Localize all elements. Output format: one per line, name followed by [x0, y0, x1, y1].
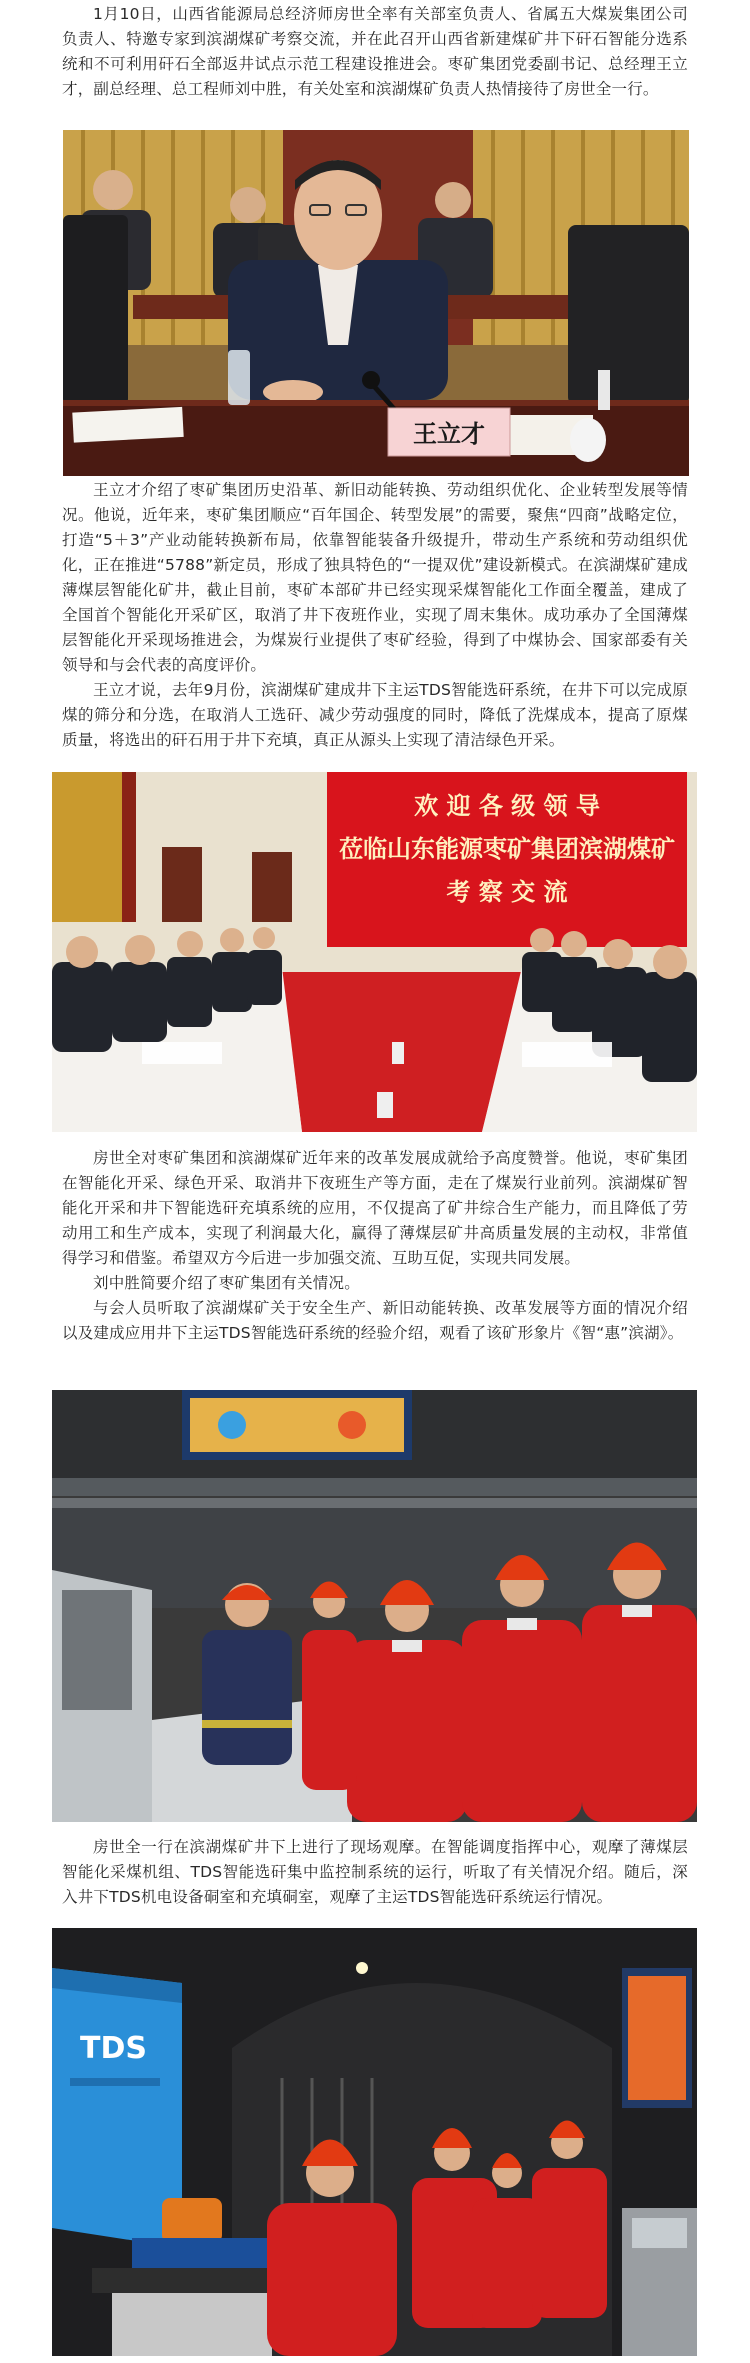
paragraph-text: 房世全一行在滨湖煤矿井下上进行了现场观摩。在智能调度指挥中心，观摩了薄煤层智能化采煤机组、TDS智能选矸集中监控制系统的运行，听取了有关情况介绍。随后，深入井下TDS机电设备硐室和充填硐室，观摩了主运TDS智能选矸系统运行情况。: [62, 1838, 688, 1906]
photo-conference-room: [52, 772, 697, 1132]
paragraph-text: 王立才介绍了枣矿集团历史沿革、新旧动能转换、劳动组织优化、企业转型发展等情况。他说，近年来，枣矿集团顺应“百年国企、转型发展”的需要，聚焦“四商”战略定位，打造“5＋3”产业动能转换新布局，依靠智能装备升级提升，带动生产系统和劳动组织优化，正在推进“5788”新定员，形成了独具特色的“一提双优”建设新模式。在滨湖煤矿建成薄煤层智能化矿井，截止目前，枣矿本部矿井已经实现采煤智能化工作面全覆盖，建成了全国首个智能化开采矿区，取消了井下夜班作业，实现了周末集休。成功承办了全国薄煤层智能化开采现场推进会，为煤炭行业提供了枣矿经验，得到了中煤协会、国家部委有关领导和与会代表的高度评价。: [62, 481, 688, 674]
meeting-speaker-image: [63, 130, 689, 476]
banner-line-3: 考 察 交 流: [446, 877, 568, 906]
conference-room-image: [52, 772, 697, 1132]
paragraph-text: 1月10日，山西省能源局总经济师房世全率有关部室负责人、省属五大煤炭集团公司负责人、特邀专家到滨湖煤矿考察交流，并在此召开山西省新建煤矿井下矸石智能分选系统和不可利用矸石全部返井试点示范工程建设推进会。枣矿集团党委副书记、总经理王立才，副总经理、总工程师刘中胜，有关处室和滨湖煤矿负责人热情接待了房世全一行。: [62, 5, 688, 98]
tds-machine-label: TDS: [80, 2031, 147, 2066]
photo-meeting-speaker: [63, 130, 689, 476]
control-center-image: [52, 1390, 697, 1822]
article-paragraph-1: [0, 2, 750, 102]
article-paragraph-4: [0, 1146, 750, 1346]
photo-control-center: [52, 1390, 697, 1822]
photo-tds-machine: [52, 1928, 697, 2356]
paragraph-text: 刘中胜简要介绍了枣矿集团有关情况。: [93, 1274, 360, 1292]
article-paragraph-7: [0, 1835, 750, 1910]
paragraph-text: 与会人员听取了滨湖煤矿关于安全生产、新旧动能转换、改革发展等方面的情况介绍以及建成应用井下主运TDS智能选矸系统的经验介绍，观看了该矿形象片《智“惠”滨湖》。: [62, 1299, 688, 1342]
banner-line-1: 欢 迎 各 级 领 导: [414, 791, 600, 820]
paragraph-text: 王立才说，去年9月份，滨湖煤矿建成井下主运TDS智能选矸系统，在井下可以完成原煤的筛分和分选，在取消人工选矸、减少劳动强度的同时，降低了洗煤成本，提高了原煤质量，将选出的矸石用于井下充填，真正从源头上实现了清洁绿色开采。: [62, 681, 688, 749]
nameplate-text: 王立才: [413, 419, 485, 448]
tds-machine-image: [52, 1928, 697, 2356]
banner-line-2: 莅临山东能源枣矿集团滨湖煤矿: [339, 834, 675, 863]
paragraph-text: 房世全对枣矿集团和滨湖煤矿近年来的改革发展成就给予高度赞誉。他说，枣矿集团在智能化开采、绿色开采、取消井下夜班生产等方面，走在了煤炭行业前列。滨湖煤矿智能化开采和井下智能选矸充填系统的应用，不仅提高了矿井综合生产能力，而且降低了劳动用工和生产成本，实现了利润最大化，赢得了薄煤层矿井高质量发展的主动权，非常值得学习和借鉴。希望双方今后进一步加强交流、互助互促，实现共同发展。: [62, 1149, 688, 1267]
article-paragraph-2: [0, 478, 750, 753]
